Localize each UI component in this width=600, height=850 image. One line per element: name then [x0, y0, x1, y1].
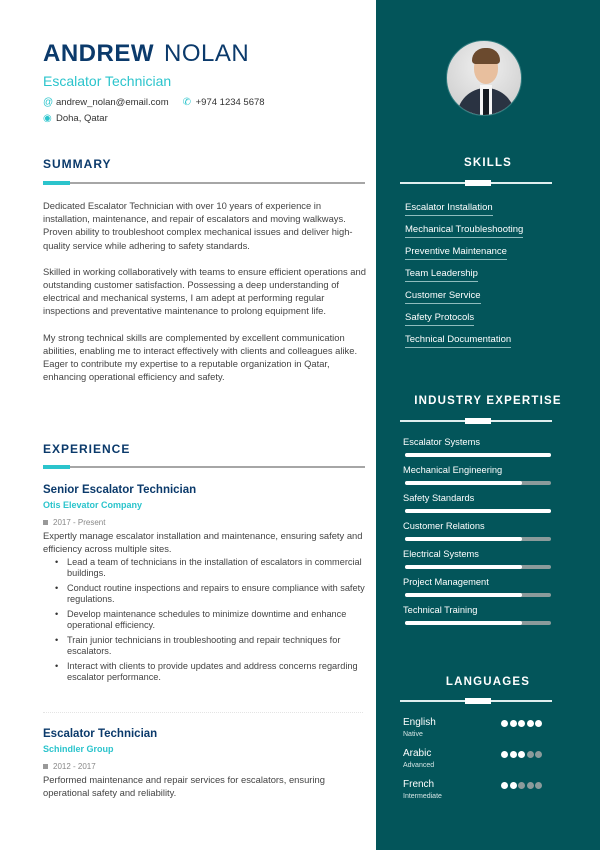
expertise-label: Escalator Systems	[403, 437, 480, 447]
expertise-item	[403, 465, 553, 493]
photo-tie	[483, 89, 489, 116]
achievement-item: • Conduct routine inspections and repairs to ensure compliance with safety regulations.	[55, 583, 368, 605]
divider-accent	[43, 465, 70, 469]
employment-dates	[43, 518, 368, 527]
expertise-list	[403, 437, 553, 633]
rating-dot-filled	[510, 782, 517, 789]
rating-dot-filled	[510, 720, 517, 727]
email-link[interactable]: andrew_nolan@email.com	[56, 96, 169, 108]
summary-text	[43, 199, 368, 396]
skills-heading: SKILLS	[463, 157, 513, 169]
language-item	[403, 779, 553, 810]
divider-knob	[465, 698, 491, 704]
company-name: Otis Elevator Company	[43, 500, 143, 510]
expertise-item	[403, 437, 553, 465]
achievement-item: • Lead a team of technicians in the installation of escalators in commercial buildings.	[55, 557, 368, 579]
experience-entry	[43, 484, 368, 687]
skill-item: Customer Service	[405, 290, 481, 304]
expertise-bar-fill	[405, 565, 522, 569]
rating-dot-filled	[518, 720, 525, 727]
skills-divider	[400, 182, 552, 184]
sidebar-panel	[376, 0, 600, 850]
expertise-label: Mechanical Engineering	[403, 465, 503, 475]
language-name: French	[403, 779, 435, 790]
expertise-item	[403, 549, 553, 577]
language-rating	[501, 720, 544, 727]
phone-number[interactable]: +974 1234 5678	[195, 96, 265, 108]
rating-dot-empty	[535, 782, 542, 789]
contact-info	[43, 95, 279, 127]
achievement-list	[55, 557, 368, 683]
at-icon: @	[43, 96, 54, 108]
rating-dot-empty	[535, 751, 542, 758]
summary-divider	[43, 182, 365, 184]
expertise-bar	[405, 565, 551, 569]
rating-dot-filled	[501, 782, 508, 789]
expertise-divider	[400, 420, 552, 422]
skill-item: Safety Protocols	[405, 312, 474, 326]
language-rating	[501, 782, 544, 789]
calendar-icon	[43, 520, 48, 525]
expertise-bar	[405, 481, 551, 485]
expertise-label: Electrical Systems	[403, 549, 479, 559]
expertise-bar-fill	[405, 509, 551, 513]
achievement-item: • Interact with clients to provide updates and address concerns regarding escalator performance.	[55, 661, 368, 683]
photo-hair	[472, 48, 500, 64]
expertise-bar	[405, 509, 551, 513]
position-title: Escalator Technician	[43, 728, 158, 740]
candidate-name	[43, 40, 249, 68]
rating-dot-empty	[527, 751, 534, 758]
achievement-item: • Develop maintenance schedules to minimize downtime and enhance operational efficiency.	[55, 609, 368, 631]
expertise-bar-fill	[405, 593, 522, 597]
languages-list	[403, 717, 553, 810]
skill-item: Mechanical Troubleshooting	[405, 224, 523, 238]
skills-list	[405, 202, 523, 356]
employment-dates	[43, 762, 368, 771]
expertise-heading: INDUSTRY EXPERTISE	[414, 395, 562, 407]
language-name: English	[403, 717, 436, 728]
rating-dot-filled	[527, 720, 534, 727]
experience-divider	[43, 466, 365, 468]
position-title: Senior Escalator Technician	[43, 484, 197, 496]
divider-accent	[43, 181, 70, 185]
expertise-label: Project Management	[403, 577, 489, 587]
achievement-item: • Train junior technicians in troubleshooting and repair techniques for escalators.	[55, 635, 368, 657]
summary-heading: SUMMARY	[43, 157, 112, 171]
language-name: Arabic	[403, 748, 432, 759]
expertise-bar-fill	[405, 537, 522, 541]
language-level: Native	[403, 731, 423, 738]
skill-item: Technical Documentation	[405, 334, 511, 348]
expertise-bar-fill	[405, 621, 522, 625]
language-rating	[501, 751, 544, 758]
profile-photo	[446, 40, 522, 116]
language-item	[403, 748, 553, 779]
language-level: Advanced	[403, 762, 435, 769]
expertise-bar	[405, 621, 551, 625]
rating-dot-filled	[501, 751, 508, 758]
divider-knob	[465, 180, 491, 186]
job-title: Escalator Technician	[43, 73, 172, 89]
expertise-bar-fill	[405, 481, 522, 485]
job-description: Performed maintenance and repair services for escalators, ensuring operational safety and reliability.	[43, 774, 325, 798]
entry-divider	[43, 712, 363, 713]
skill-item: Preventive Maintenance	[405, 246, 507, 260]
summary-paragraph: My strong technical skills are complemented by excellent communication abilities, enabling me to interact effectively with clients and colleagues alike. Eager to contribute my expertise to a reputable organization in Qatar, enhancing operational efficiency and safety.	[43, 331, 358, 383]
first-name: ANDREW	[43, 40, 154, 67]
date-range: 2017 - Present	[53, 518, 106, 527]
expertise-bar	[405, 453, 551, 457]
calendar-icon	[43, 764, 48, 769]
company-name: Schindler Group	[43, 744, 114, 754]
divider-knob	[465, 418, 491, 424]
date-range: 2012 - 2017	[53, 762, 96, 771]
skill-item: Team Leadership	[405, 268, 478, 282]
experience-heading: EXPERIENCE	[43, 442, 131, 456]
map-pin-icon: ◉	[43, 112, 52, 124]
expertise-bar	[405, 537, 551, 541]
summary-paragraph: Dedicated Escalator Technician with over 10 years of experience in installation, maintenance, and repair of escalators and moving walkways. Proven ability to troubleshoot complex mechanical issues and deliver high-quality service while adhering to safety standards.	[43, 200, 353, 251]
rating-dot-filled	[510, 751, 517, 758]
expertise-label: Customer Relations	[403, 521, 485, 531]
languages-heading: LANGUAGES	[445, 676, 531, 688]
expertise-item	[403, 493, 553, 521]
language-level: Intermediate	[403, 793, 442, 800]
expertise-bar	[405, 593, 551, 597]
rating-dot-filled	[518, 751, 525, 758]
expertise-item	[403, 605, 553, 633]
rating-dot-empty	[527, 782, 534, 789]
phone-icon: ✆	[182, 96, 192, 108]
expertise-label: Safety Standards	[403, 493, 475, 503]
languages-divider	[400, 700, 552, 702]
expertise-label: Technical Training	[403, 605, 478, 615]
experience-entry	[43, 728, 368, 799]
job-description: Expertly manage escalator installation and maintenance, ensuring safety and efficiency across multiple sites.	[43, 530, 363, 554]
expertise-item	[403, 577, 553, 605]
rating-dot-filled	[535, 720, 542, 727]
summary-paragraph: Skilled in working collaboratively with teams to ensure efficient operations and outstanding customer satisfaction. Possessing a deep understanding of electrical and mechanical systems, I am adept at performing regular inspections and preventative maintenance to prolong equipment life.	[43, 265, 366, 317]
rating-dot-filled	[501, 720, 508, 727]
expertise-item	[403, 521, 553, 549]
expertise-bar-fill	[405, 453, 551, 457]
language-item	[403, 717, 553, 748]
location: Doha, Qatar	[56, 112, 108, 124]
last-name: NOLAN	[164, 40, 250, 67]
skill-item: Escalator Installation	[405, 202, 493, 216]
rating-dot-empty	[518, 782, 525, 789]
